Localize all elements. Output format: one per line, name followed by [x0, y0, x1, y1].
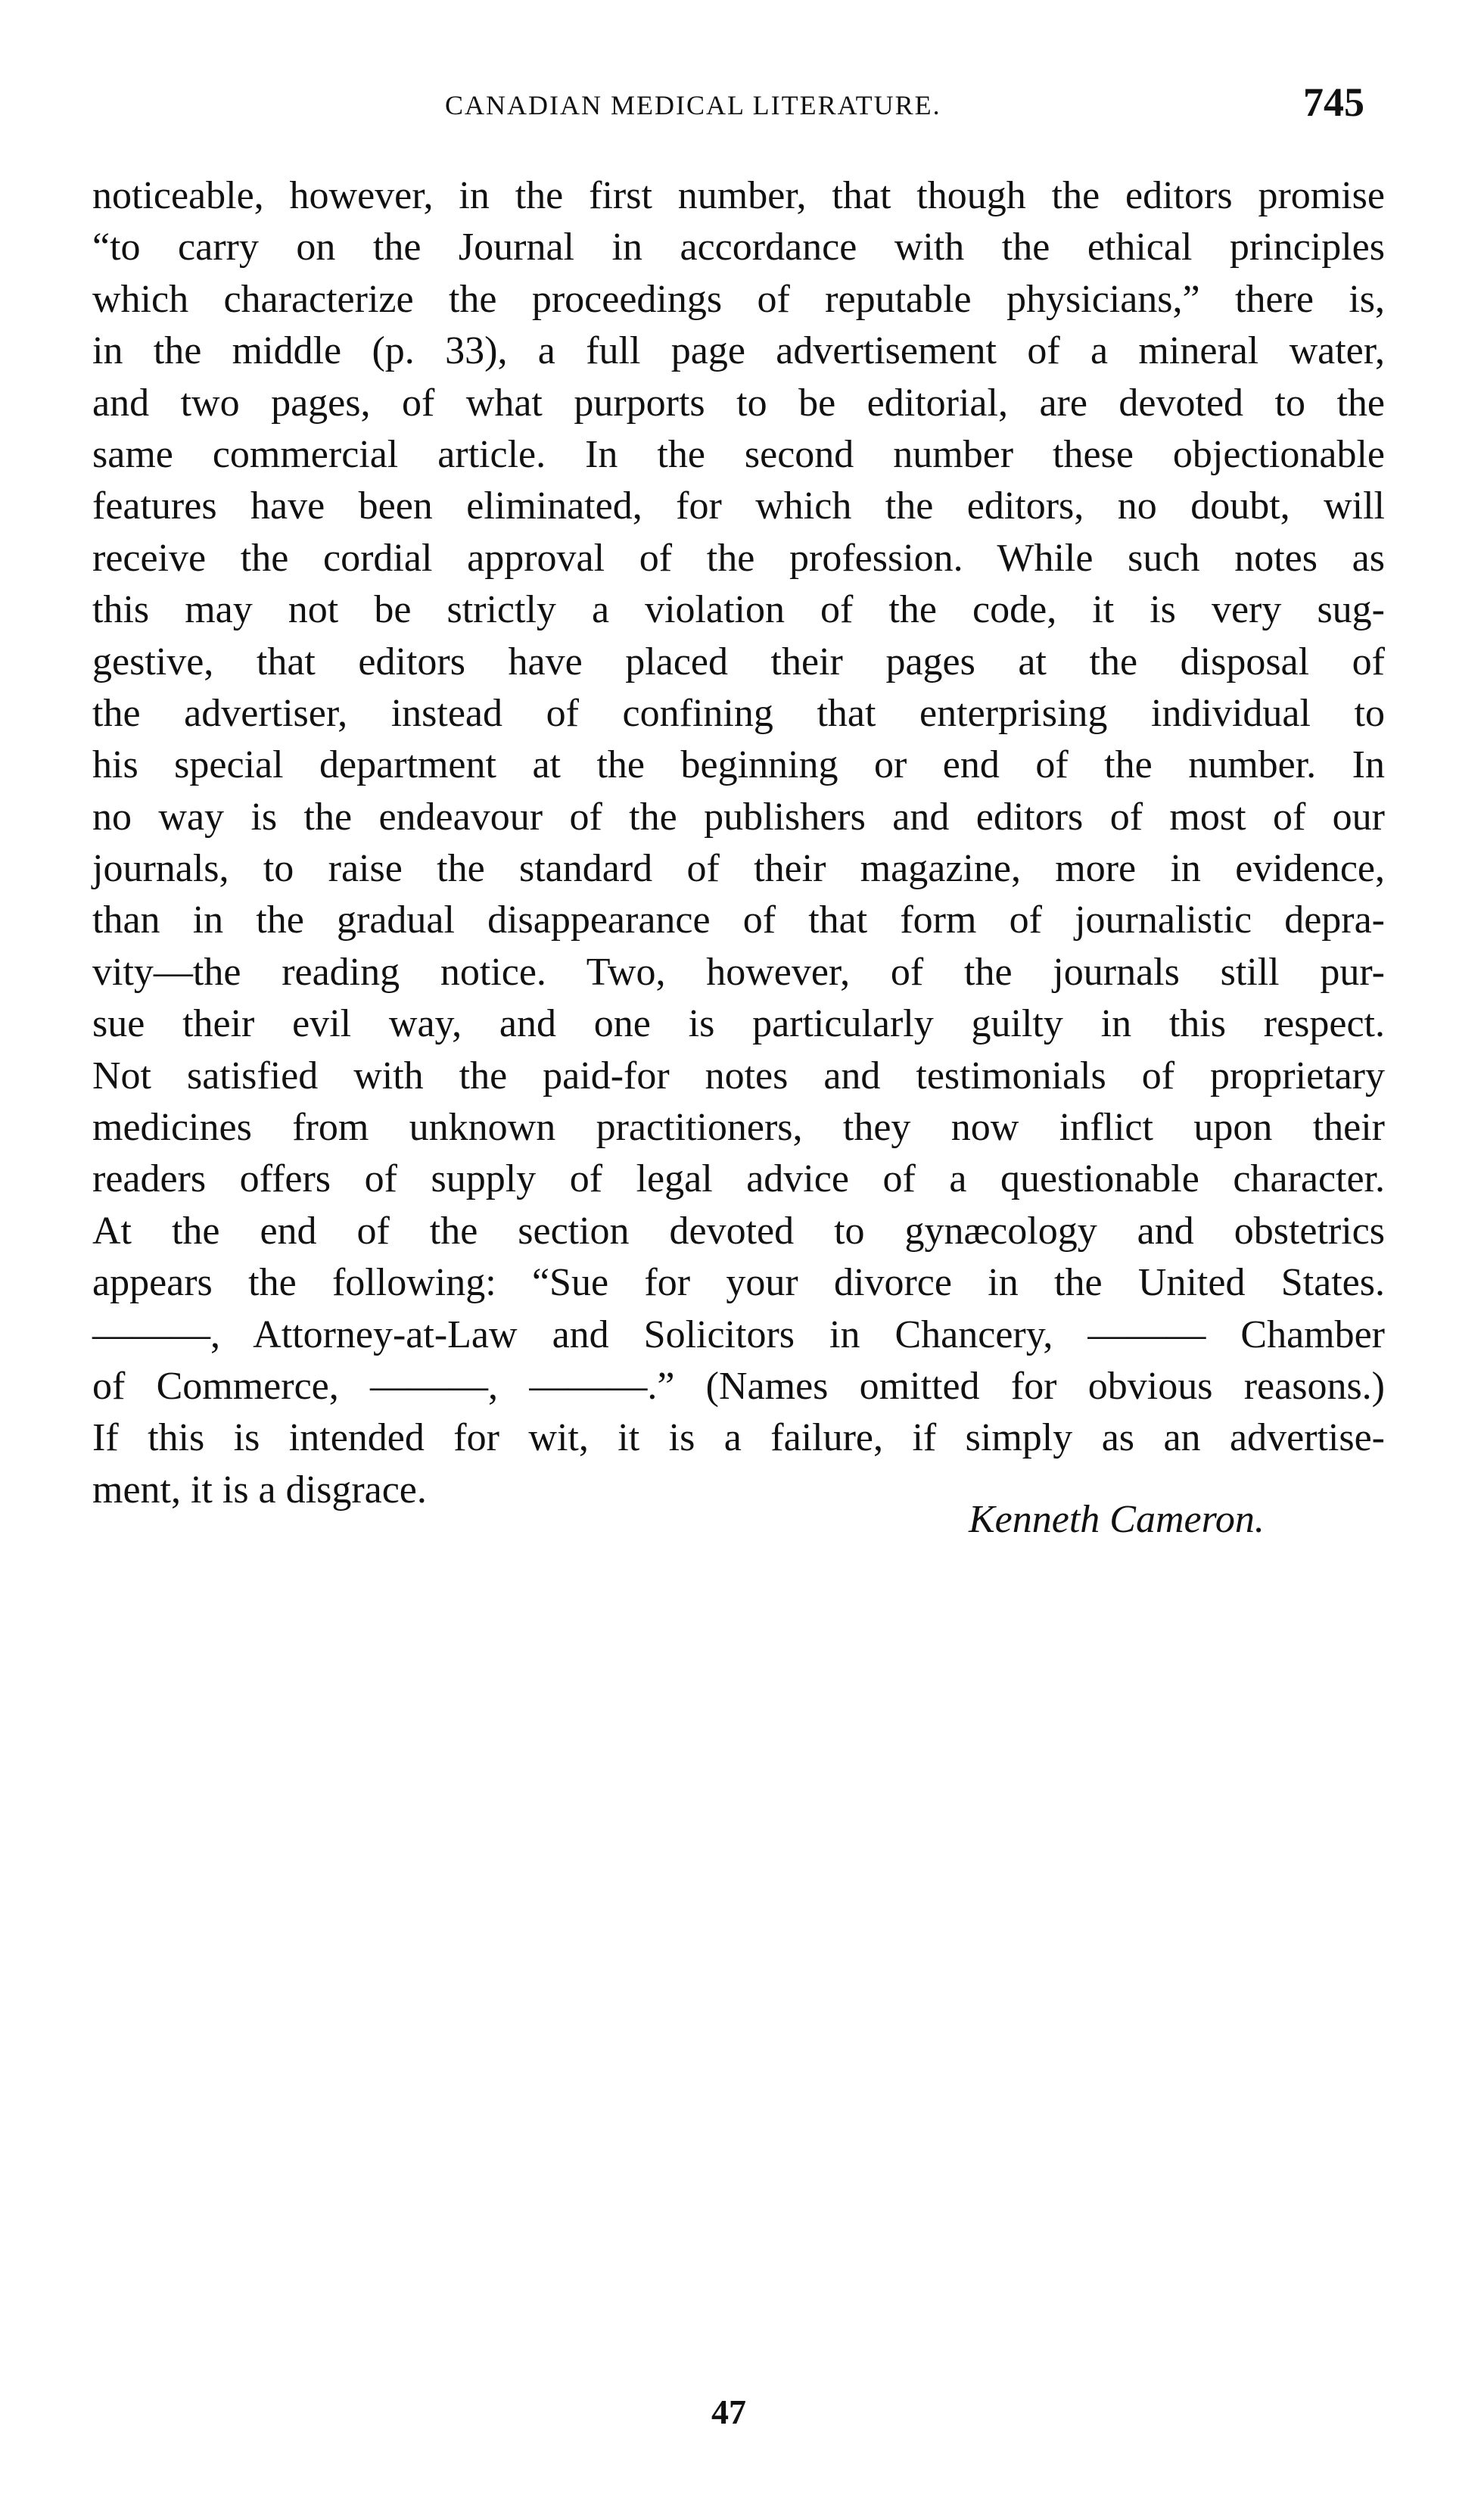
- text-line: journals, to raise the standard of their magazine, more in evidence,: [92, 847, 1385, 891]
- signature-mark: 47: [711, 2393, 746, 2431]
- text-line: than in the gradual disappearance of that form of journalistic depra-: [92, 898, 1385, 942]
- text-line: appears the following: “Sue for your divorce in the United States.: [92, 1261, 1385, 1305]
- text-line: “to carry on the Journal in accordance with the ethical principles: [92, 226, 1385, 269]
- running-head: CANADIAN MEDICAL LITERATURE.: [445, 90, 941, 120]
- text-line: vity—the reading notice. Two, however, of the journals still pur-: [92, 950, 1385, 994]
- text-line: gestive, that editors have placed their pages at the disposal of: [92, 640, 1385, 683]
- text-line: and two pages, of what purports to be editorial, are devoted to the: [92, 381, 1385, 425]
- text-line: sue their evil way, and one is particularly guilty in this respect.: [92, 1002, 1385, 1046]
- text-line: same commercial article. In the second number these objectionable: [92, 432, 1385, 476]
- text-line: If this is intended for wit, it is a failure, if simply as an advertise-: [92, 1416, 1385, 1460]
- text-line: no way is the endeavour of the publishers and editors of most of our: [92, 795, 1385, 839]
- text-line: ment, it is a disgrace.: [92, 1468, 427, 1512]
- text-line: of Commerce, ———, ———.” (Names omitted for obvious reasons.): [92, 1364, 1385, 1408]
- text-line: his special department at the beginning or end of the number. In: [92, 743, 1385, 787]
- author-signature: Kenneth Cameron.: [969, 1498, 1265, 1541]
- text-line: ———, Attorney-at-Law and Solicitors in Chancery, ——— Chamber: [92, 1312, 1385, 1356]
- text-line: Not satisfied with the paid-for notes and testimonials of proprietary: [92, 1054, 1385, 1098]
- text-line: the advertiser, instead of confining that enterprising individual to: [92, 691, 1385, 735]
- text-line: this may not be strictly a violation of the code, it is very sug-: [92, 588, 1385, 632]
- text-line: which characterize the proceedings of reputable physicians,” there is,: [92, 277, 1385, 321]
- text-line: At the end of the section devoted to gynæcology and obstetrics: [92, 1209, 1385, 1253]
- text-line: noticeable, however, in the first number, that though the editors promise: [92, 174, 1385, 217]
- text-line: medicines from unknown practitioners, they now inflict upon their: [92, 1106, 1385, 1150]
- article-body: [92, 170, 1385, 1516]
- text-line: in the middle (p. 33), a full page advertisement of a mineral water,: [92, 329, 1385, 373]
- page-number: 745: [1303, 79, 1364, 125]
- text-line: receive the cordial approval of the profession. While such notes as: [92, 536, 1385, 580]
- text-line: readers offers of supply of legal advice of a questionable character.: [92, 1157, 1385, 1201]
- text-line: features have been eliminated, for which the editors, no doubt, will: [92, 484, 1385, 528]
